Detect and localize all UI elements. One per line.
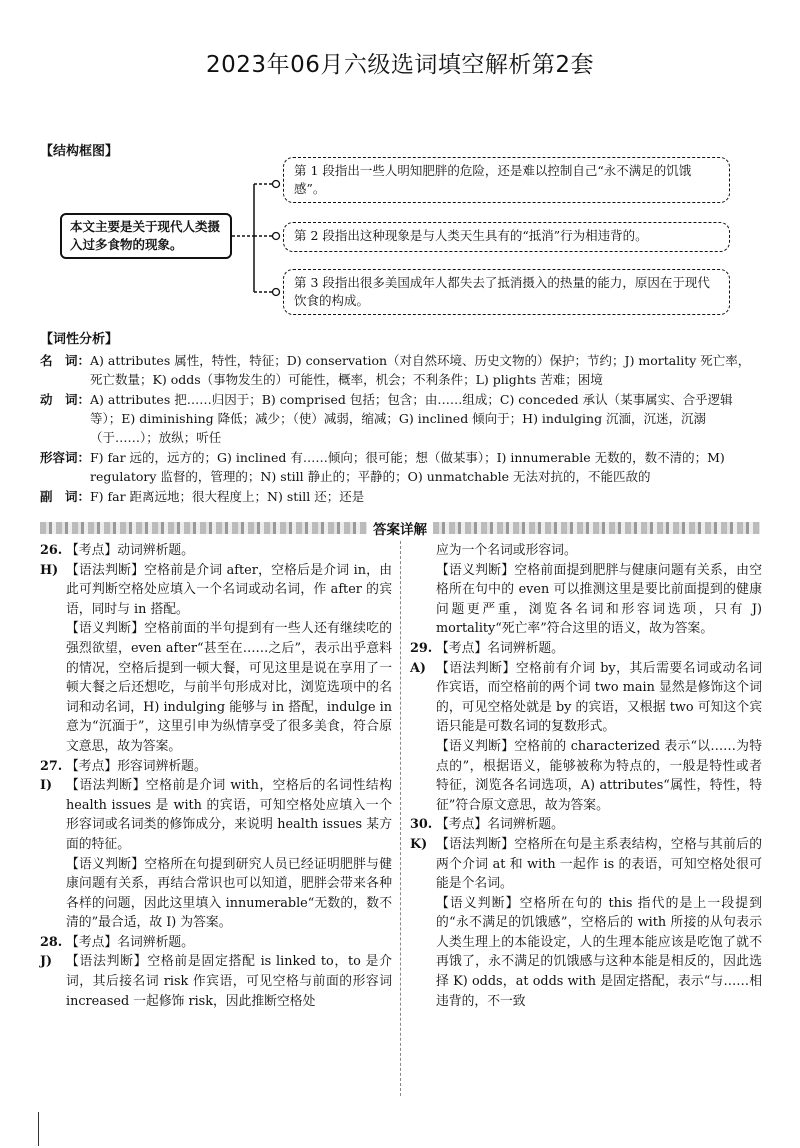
lexical-analysis bbox=[40, 330, 760, 507]
margin-line bbox=[38, 1112, 39, 1146]
entry-marker bbox=[410, 894, 436, 1012]
lexical-row-adverb bbox=[40, 487, 760, 506]
answer-entry bbox=[410, 815, 762, 835]
structure-main-box: 本文主要是关于现代人类摄入过多食物的现象。 bbox=[60, 213, 232, 259]
header-band-left bbox=[40, 522, 367, 534]
lexical-row-adjective bbox=[40, 448, 760, 486]
answer-entry bbox=[40, 757, 392, 777]
structure-point-3: 第 3 段指出很多美国成年人都失去了抵消摄入的热量的能力，原因在于现代饮食的构成。 bbox=[283, 269, 730, 315]
answer-entry bbox=[40, 561, 392, 620]
pos-text: F) far 距离远地；很大程度上；N) still 还；还是 bbox=[90, 489, 365, 504]
structure-point-1: 第 1 段指出一些人明知肥胖的危险，还是难以控制自己“永不满足的饥饿感”。 bbox=[283, 157, 730, 203]
pos-label: 形容词： bbox=[40, 450, 91, 465]
header-band-right bbox=[433, 522, 760, 534]
entry-marker bbox=[410, 541, 436, 561]
page-title: 2023年06月六级选词填空解析第2套 bbox=[206, 52, 594, 78]
entry-marker bbox=[410, 561, 436, 639]
entry-marker: I) bbox=[40, 778, 53, 794]
entry-marker: 29. bbox=[410, 640, 433, 656]
answer-entry bbox=[40, 952, 392, 1011]
answer-entry bbox=[410, 659, 762, 737]
entry-text: 【语义判断】空格前面提到肥胖与健康问题有关系，由空格所在句中的 even 可以推测这里是要比前面提到的健康问题更严重，浏览各名词和形容词选项，只有 J) mortality“死亡率”符合这里的语义，故为答案。 bbox=[436, 562, 762, 637]
entry-marker: J) bbox=[40, 954, 53, 970]
pos-label: 动 词： bbox=[40, 392, 91, 407]
entry-marker bbox=[40, 855, 66, 933]
lexical-row-verb bbox=[40, 390, 760, 447]
entry-marker: 27. bbox=[40, 758, 63, 774]
entry-text: 【考点】名词辨析题。 bbox=[436, 817, 564, 833]
entry-text: 【考点】形容词辨析题。 bbox=[66, 758, 207, 774]
entry-text: 【语法判断】空格前是介词 after，空格后是介词 in，由此可判断空格处应填入一个名词或动名词，作 after 的宾语，同时与 in 搭配。 bbox=[66, 562, 392, 617]
answer-entry bbox=[410, 737, 762, 815]
pos-label: 名 词： bbox=[40, 353, 91, 368]
pos-text: F) far 远的，远方的；G) inclined 有……倾向；很可能；想（做某事）；I) innumerable 无数的，数不清的；M) regulatory 监督的，管理的；N) still 静止的；平静的；O) unmatchable 无法对抗的，不能匹敌的 bbox=[90, 450, 725, 484]
structure-connector bbox=[232, 170, 284, 305]
entry-marker: H) bbox=[40, 562, 59, 578]
entry-text: 【语法判断】空格所在句是主系表结构，空格与其前后的两个介词 at 和 with 一起作 is 的表语，可知空格处很可能是个名词。 bbox=[436, 836, 762, 892]
pos-label: 副 词： bbox=[40, 489, 91, 504]
entry-text: 【语法判断】空格前有介词 by，其后需要名词或动名词作宾语，而空格前的两个词 two main 显然是修饰这个词的，可见空格处就是 by 的宾语，又根据 two 可知这个宾语只能是可数名词的复数形式。 bbox=[436, 660, 762, 735]
entry-marker bbox=[40, 619, 66, 756]
entry-marker: A) bbox=[410, 660, 426, 676]
answers-right-column bbox=[410, 541, 762, 1011]
answers-header bbox=[40, 519, 760, 537]
structure-label: 【结构框图】 bbox=[40, 144, 119, 159]
answer-entry bbox=[410, 541, 762, 561]
entry-text: 【语义判断】空格前面的半句提到有一些人还有继续吃的强烈欲望，even after“甚至在……之后”，表示出乎意料的情况，空格后提到一顿大餐，可见这里是说在享用了一顿大餐之后还想吃，与前半句形成对比，浏览选项中的名词和动名词，H) indulging 能够与 in 搭配，indulge in 意为“沉湎于”，这里引申为纵情享受了很多美食，符合原文意思，故为答案。 bbox=[66, 621, 392, 754]
answer-entry bbox=[40, 933, 392, 953]
entry-marker: 26. bbox=[40, 543, 63, 558]
answers-label: 答案详解 bbox=[373, 522, 427, 538]
entry-text: 【考点】动词辨析题。 bbox=[66, 543, 194, 558]
answer-entry bbox=[40, 855, 392, 933]
pos-text: A) attributes 属性，特性，特征；D) conservation（对自然环境、历史文物的）保护；节约；J) mortality 死亡率，死亡数量；K) odds（事物发生的）可能性，概率，机会；不利条件；L) plights 苦难；困境 bbox=[90, 353, 751, 387]
lexical-row-noun bbox=[40, 351, 760, 389]
answer-entry bbox=[410, 894, 762, 1012]
pos-text: A) attributes 把……归因于；B) comprised 包括；包含；由……组成；C) conceded 承认（某事属实、合乎逻辑等）；E) diminishing 降低；减少；（使）减弱，缩减；G) inclined 倾向于；H) indulging 沉湎，沉迷，沉溺（于……）；放纵；听任 bbox=[90, 392, 733, 445]
answers-left-column bbox=[40, 541, 392, 1011]
entry-text: 【考点】名词辨析题。 bbox=[66, 934, 194, 950]
entry-text: 【语义判断】空格前的 characterized 表示“以……为特点的”，根据语义，能够被称为特点的，一般是特性或者特征，浏览各名词选项，A) attributes“属性，特性，特征”符合原文意思，故为答案。 bbox=[436, 738, 762, 813]
entry-marker bbox=[410, 737, 436, 815]
entry-text: 应为一个名词或形容词。 bbox=[436, 543, 577, 558]
entry-marker: K) bbox=[410, 836, 428, 852]
lexical-label: 【词性分析】 bbox=[40, 332, 119, 347]
entry-text: 【语法判断】空格前是固定搭配 is linked to，to 是介词，其后接名词 risk 作宾语，可见空格与前面的形容词 increased 一起修饰 risk，因此推断空格处 bbox=[66, 954, 392, 1009]
answer-entry bbox=[40, 541, 392, 561]
answer-entry bbox=[40, 619, 392, 756]
column-divider bbox=[400, 541, 401, 1096]
entry-text: 【考点】名词辨析题。 bbox=[436, 640, 564, 656]
answer-entry bbox=[410, 835, 762, 894]
answer-entry bbox=[40, 776, 392, 854]
entry-text: 【语法判断】空格前是介词 with，空格后的名词性结构 health issues 是 with 的宾语，可知空格处应填入一个形容词或名词类的修饰成分，来说明 health issues 某方面的特征。 bbox=[66, 778, 392, 852]
answer-entry bbox=[410, 561, 762, 639]
entry-text: 【语义判断】空格所在句的 this 指代的是上一段提到的“永不满足的饥饿感”，空格后的 with 所接的从句表示人类生理上的本能设定，人的生理本能应该是吃饱了就不再饿了，永不满足的饥饿感与这种本能是相反的，因此选择 K) odds，at odds with 是固定搭配，表示“与……相违背的，不一致 bbox=[436, 895, 762, 1009]
entry-marker: 30. bbox=[410, 817, 433, 833]
entry-marker: 28. bbox=[40, 934, 63, 950]
entry-text: 【语义判断】空格所在句提到研究人员已经证明肥胖与健康问题有关系，再结合常识也可以知道，肥胖会带来各种各样的问题，因此这里填入 innumerable“无数的，数不清的”最合适，故 I) 为答案。 bbox=[66, 856, 392, 931]
answer-entry bbox=[410, 639, 762, 659]
structure-point-2: 第 2 段指出这种现象是与人类天生具有的“抵消”行为相违背的。 bbox=[283, 222, 730, 252]
